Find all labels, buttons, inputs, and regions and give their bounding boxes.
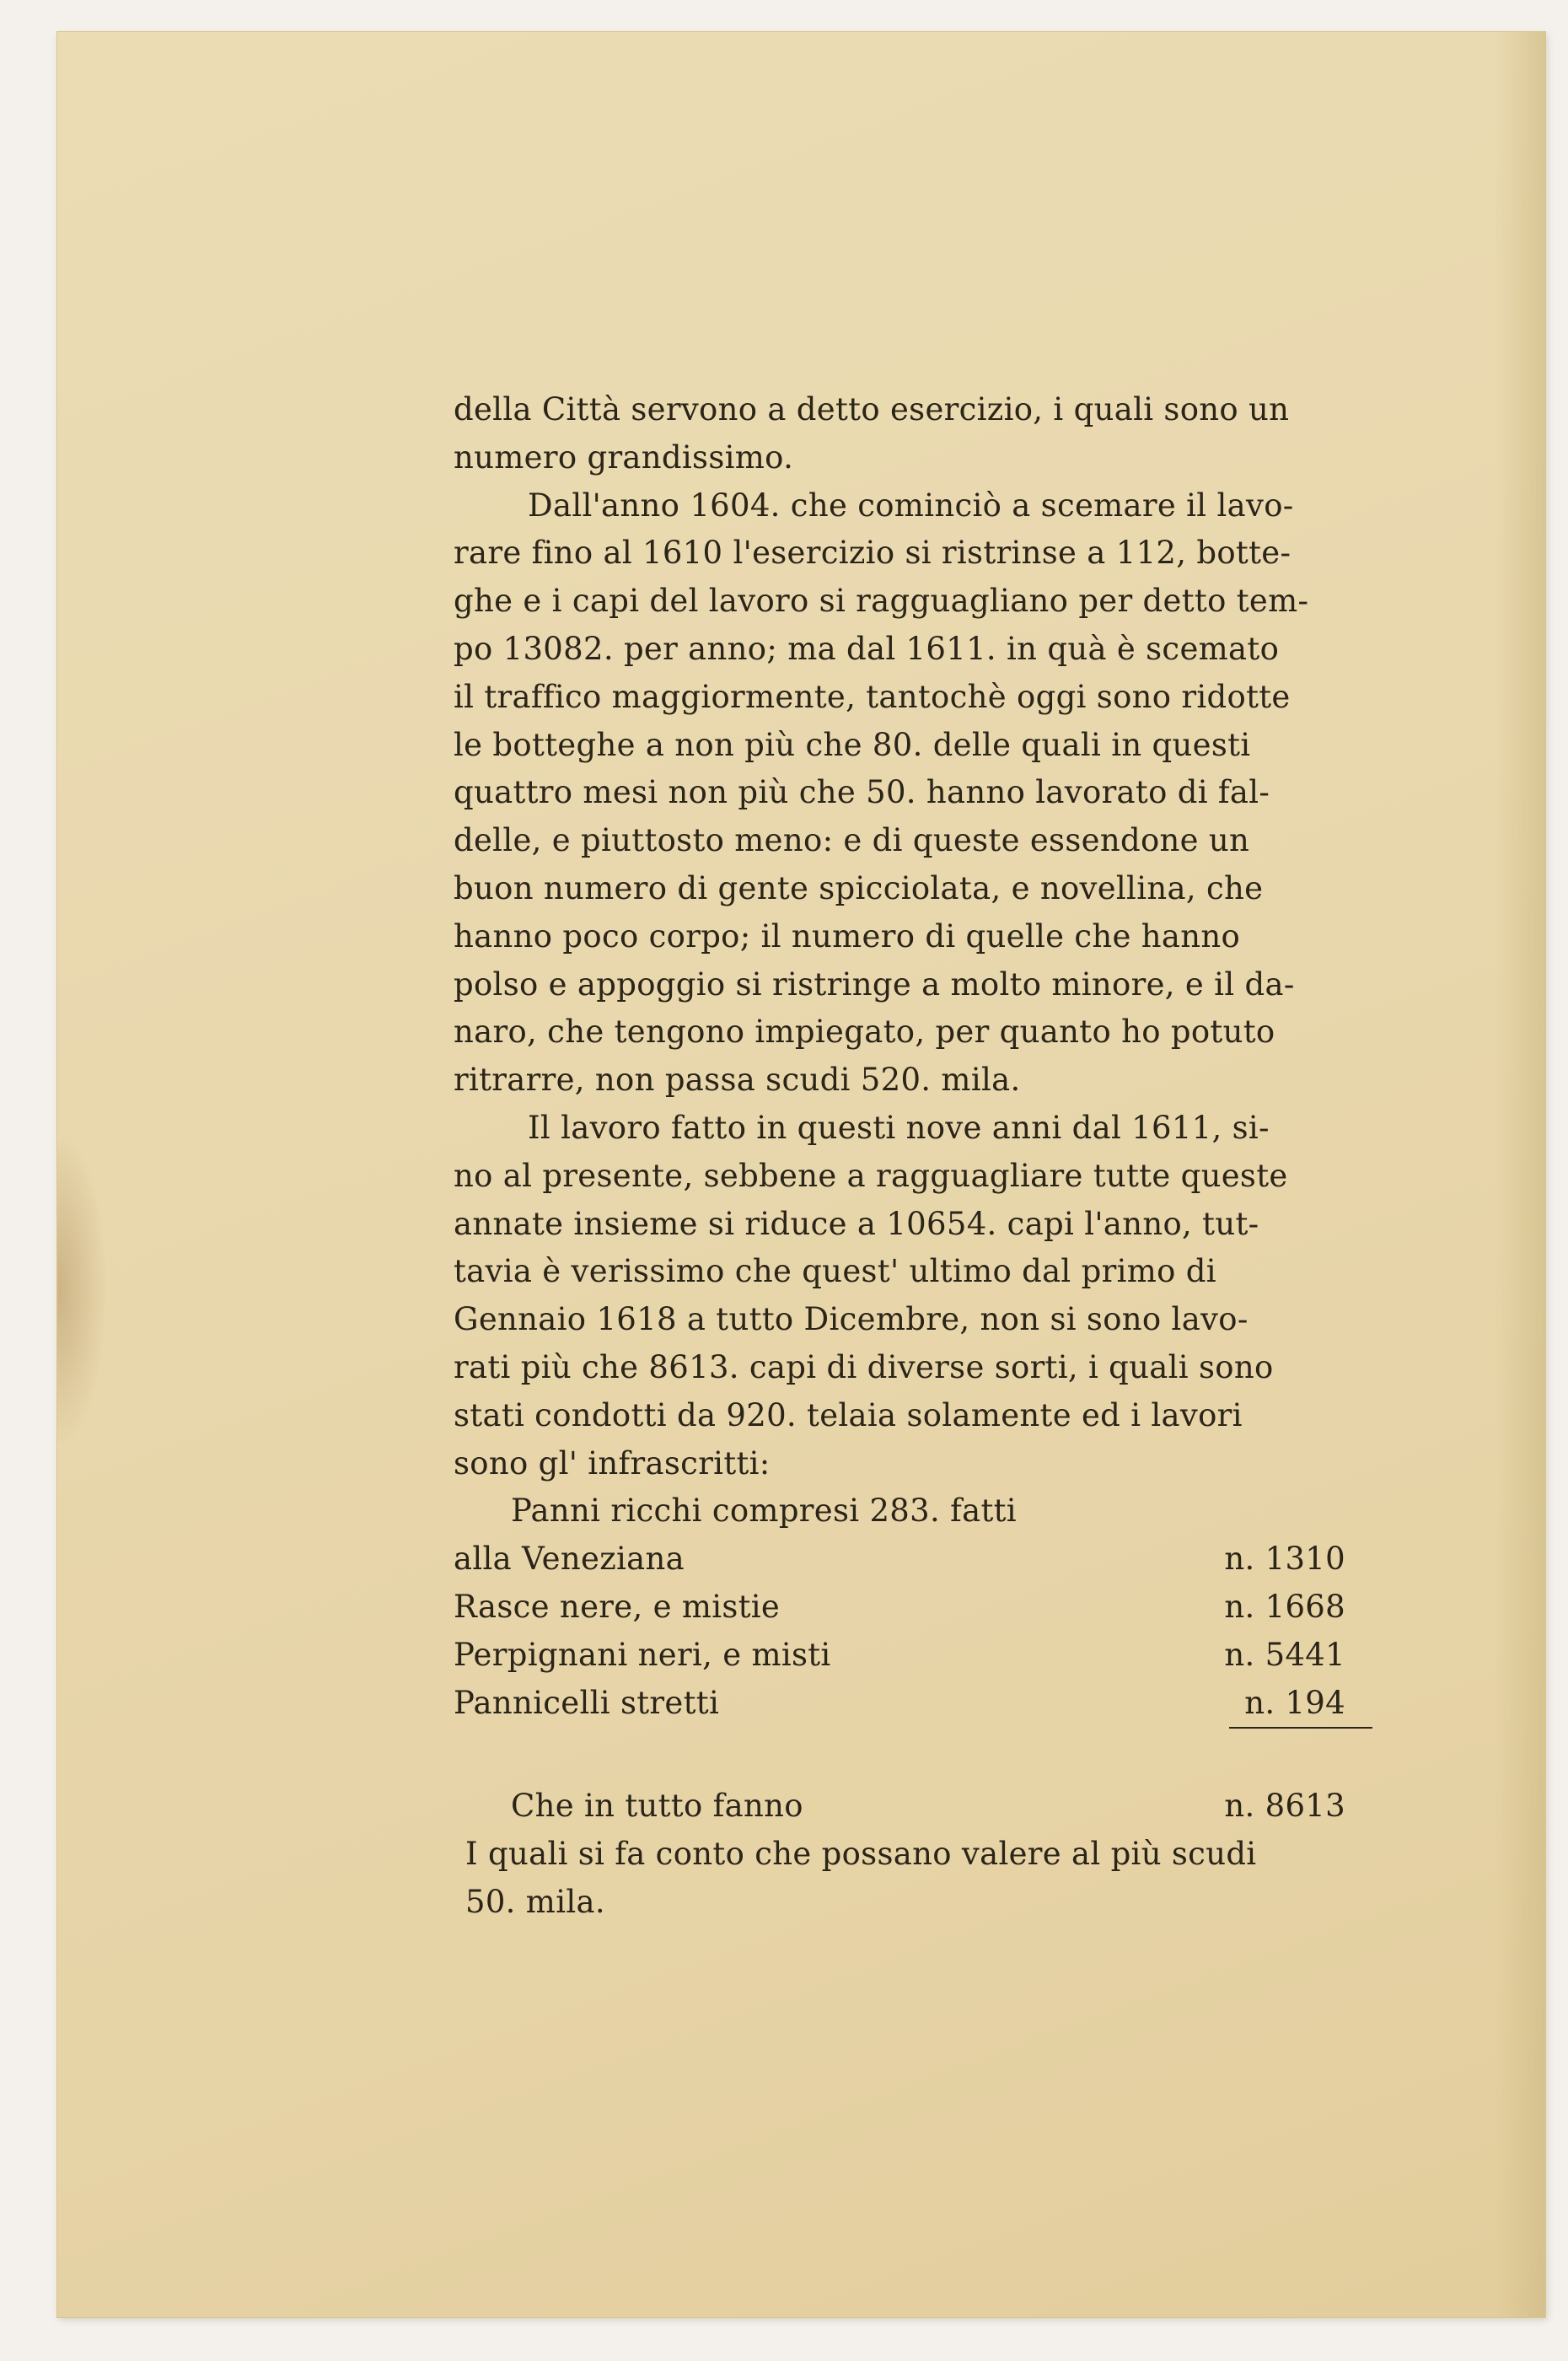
cloth-item-quantity: n. 1668 bbox=[1224, 1588, 1345, 1625]
total-quantity: n. 8613 bbox=[1224, 1788, 1345, 1825]
cloth-item-quantity: n. 1310 bbox=[1224, 1541, 1345, 1578]
cloth-item-row bbox=[454, 1584, 1356, 1632]
paragraph-production: Il lavoro fatto in questi nove anni dal 1611, si- no al presente, sebbene a ragguagliare tutte queste annate insieme si riduce a 10654. capi l'anno, tut- tavia è verissimo che quest' ultimo dal primo di Gennaio 1618 a tutto Dicembre, non si sono lavo- rati più che 8613. capi di diverse sorti, i quali sono stati condotti da 920. telaia solamente ed i lavori sono gl' infrascritti: bbox=[454, 1109, 1288, 1482]
cloth-item-label: Perpignani neri, e misti bbox=[454, 1636, 831, 1673]
cloth-item-row bbox=[454, 1632, 1356, 1680]
total-label: Che in tutto fanno bbox=[511, 1788, 803, 1825]
cloth-item-quantity: n. 5441 bbox=[1224, 1636, 1345, 1673]
cloth-item-row bbox=[454, 1535, 1356, 1584]
cloth-item-label: alla Veneziana bbox=[454, 1541, 685, 1578]
paragraph-continuation: della Città servono a detto esercizio, i quali sono un numero grandissimo. bbox=[454, 391, 1290, 476]
closing-sentence: I quali si fa conto che possano valere al più scudi 50. mila. bbox=[465, 1836, 1257, 1920]
book-page bbox=[57, 32, 1545, 2317]
cloth-item-label: Rasce nere, e mistie bbox=[454, 1588, 781, 1625]
cloth-item-row bbox=[454, 1680, 1356, 1728]
cloth-item-quantity: n. 194 bbox=[1244, 1684, 1345, 1721]
sum-rule bbox=[454, 1727, 1356, 1734]
spacer bbox=[454, 1734, 1356, 1783]
total-row bbox=[454, 1783, 1356, 1831]
cloth-item-label: Pannicelli stretti bbox=[454, 1684, 720, 1721]
paragraph-workshops: Dall'anno 1604. che cominciò a scemare il lavo- rare fino al 1610 l'esercizio si ristrinse a 112, botte- ghe e i capi del lavoro si ragguagliano per detto tem- po 13082. per anno; ma dal 1611. in quà è scemato il traffico maggiormente, tantochè oggi sono ridotte le botteghe a non più che 80. delle quali in questi quattro mesi non più che 50. hanno lavorato di fal- delle, e piuttosto meno: e di queste essendone un buon numero di gente spicciolata, e novellina, che hanno poco corpo; il numero di quelle che hanno polso e appoggio si ristringe a molto minore, e il da- naro, che tengono impiegato, per quanto ho potuto ritrarre, non passa scudi 520. mila. bbox=[454, 487, 1309, 1099]
page-text bbox=[454, 386, 1356, 1927]
items-intro: Panni ricchi compresi 283. fatti bbox=[511, 1492, 1017, 1530]
